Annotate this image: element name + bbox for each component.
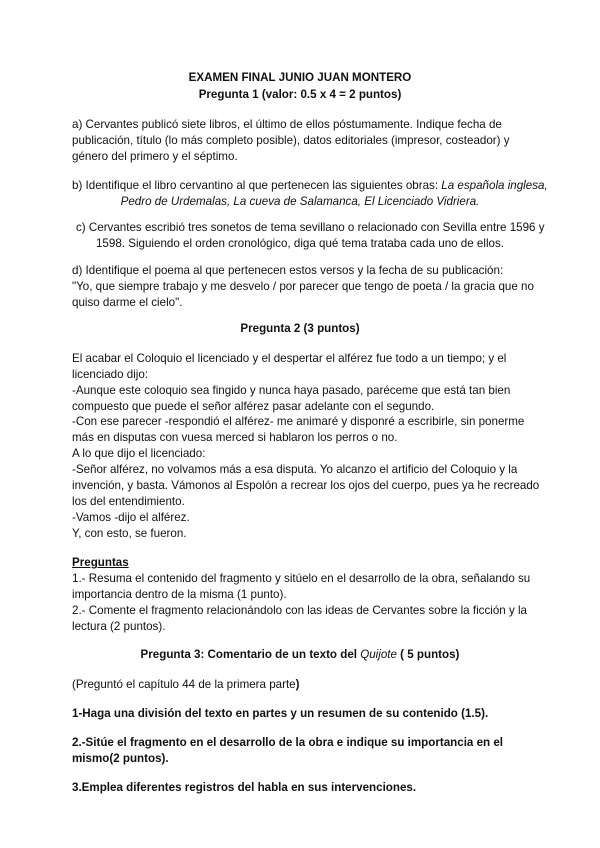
- q3-note-close: ): [295, 678, 300, 691]
- exam-title: EXAMEN FINAL JUNIO JUAN MONTERO: [188, 71, 412, 84]
- q1-b-line-1: [72, 179, 548, 193]
- q3-item-1: 1-Haga una división del texto en partes y un resumen de su contenido (1.5).: [72, 707, 489, 720]
- q2-text-line: los del entendimiento.: [72, 495, 185, 508]
- q1-d-line-2: "Yo, que siempre trabajo y me desvelo / por parecer que tengo de poeta / la gracia que no: [72, 280, 534, 293]
- q3-item-3: 3.Emplea diferentes registros del habla en sus intervenciones.: [72, 781, 417, 794]
- q1-a-line-1: a) Cervantes publicó siete libros, el último de ellos póstumamente. Indique fecha de: [72, 118, 502, 131]
- q1-d-line-3: quiso darme el cielo".: [72, 296, 183, 309]
- q3-heading-suffix: ( 5 puntos): [396, 648, 460, 661]
- q2-text-line: -Vamos -dijo el alférez.: [72, 511, 190, 524]
- question-3-heading: [0, 648, 600, 662]
- q2-text-line: compuesto que puede el señor alférez pasar adelante con el segundo.: [72, 400, 435, 413]
- q2-question-line: lectura (2 puntos).: [72, 620, 166, 633]
- question-1-heading: Pregunta 1 (valor: 0.5 x 4 = 2 puntos): [198, 88, 402, 101]
- q2-text-line: -Aunque este coloquio sea fingido y nunca haya pasado, paréceme que está tan bien: [72, 384, 511, 397]
- q2-text-line: A lo que dijo el licenciado:: [72, 447, 206, 460]
- q1-c-line-1: c) Cervantes escribió tres sonetos de tema sevillano o relacionado con Sevilla entre 1596 y: [76, 221, 545, 234]
- q3-item-2-line-1: 2.-Sitúe el fragmento en el desarrollo de la obra e indique su importancia en el: [72, 736, 504, 749]
- q3-note: [72, 678, 300, 692]
- q2-text-line: Y, con esto, se fueron.: [72, 527, 187, 540]
- q1-d-line-1: d) Identifique el poema al que pertenecen estos versos y la fecha de su publicación:: [72, 264, 504, 277]
- q3-heading-prefix: Pregunta 3: Comentario de un texto del: [140, 648, 361, 661]
- question-2-heading: Pregunta 2 (3 puntos): [240, 322, 360, 335]
- q1-b-works-1: La española inglesa,: [441, 179, 548, 192]
- q1-c-line-2: 1598. Siguiendo el orden cronológico, diga qué tema trataba cada uno de ellos.: [95, 237, 504, 250]
- q2-text-line: El acabar el Coloquio el licenciado y el despertar el alférez fue todo a un tiempo; y el: [72, 352, 507, 365]
- q2-text-line: invención, y basta. Vámonos al Espolón a recrear los ojos del cuerpo, pues ya he recreado: [72, 479, 540, 492]
- q1-a-line-2: publicación, título (lo más completo posible), datos editoriales (impresor, costeador) y: [72, 134, 510, 147]
- q2-text-line: -Señor alférez, no volvamos más a esa disputa. Yo alcanzo el artificio del Coloquio y la: [72, 463, 518, 476]
- q2-question-line: importancia dentro de la misma (1 punto).: [72, 588, 287, 601]
- q2-text-line: licenciado dijo:: [72, 368, 149, 381]
- q2-text-line: -Con ese parecer -respondió el alférez- me animaré y disponré a escribirle, sin ponerme: [72, 415, 525, 428]
- q1-b-prefix: b) Identifique el libro cervantino al que pertenecen las siguientes obras:: [72, 179, 442, 192]
- q2-text-line: más en disputas con vuesa merced si hablaron los perros o no.: [72, 431, 398, 444]
- q2-question-line: 1.- Resuma el contenido del fragmento y sitúelo en el desarrollo de la obra, señalando su: [72, 572, 531, 585]
- q2-question-line: 2.- Comente el fragmento relacionándolo con las ideas de Cervantes sobre la ficción y la: [72, 604, 527, 617]
- preguntas-label: Preguntas: [72, 556, 129, 569]
- q3-item-2-line-2: mismo(2 puntos).: [72, 752, 169, 765]
- q1-a-line-3: género del primero y el séptimo.: [72, 150, 238, 163]
- q1-b-works-2: Pedro de Urdemalas, La cueva de Salamanca, El Licenciado Vidriera.: [120, 195, 480, 208]
- q3-heading-quijote: Quijote: [360, 648, 397, 661]
- q3-note-text: (Preguntó el capítulo 44 de la primera parte: [72, 678, 296, 691]
